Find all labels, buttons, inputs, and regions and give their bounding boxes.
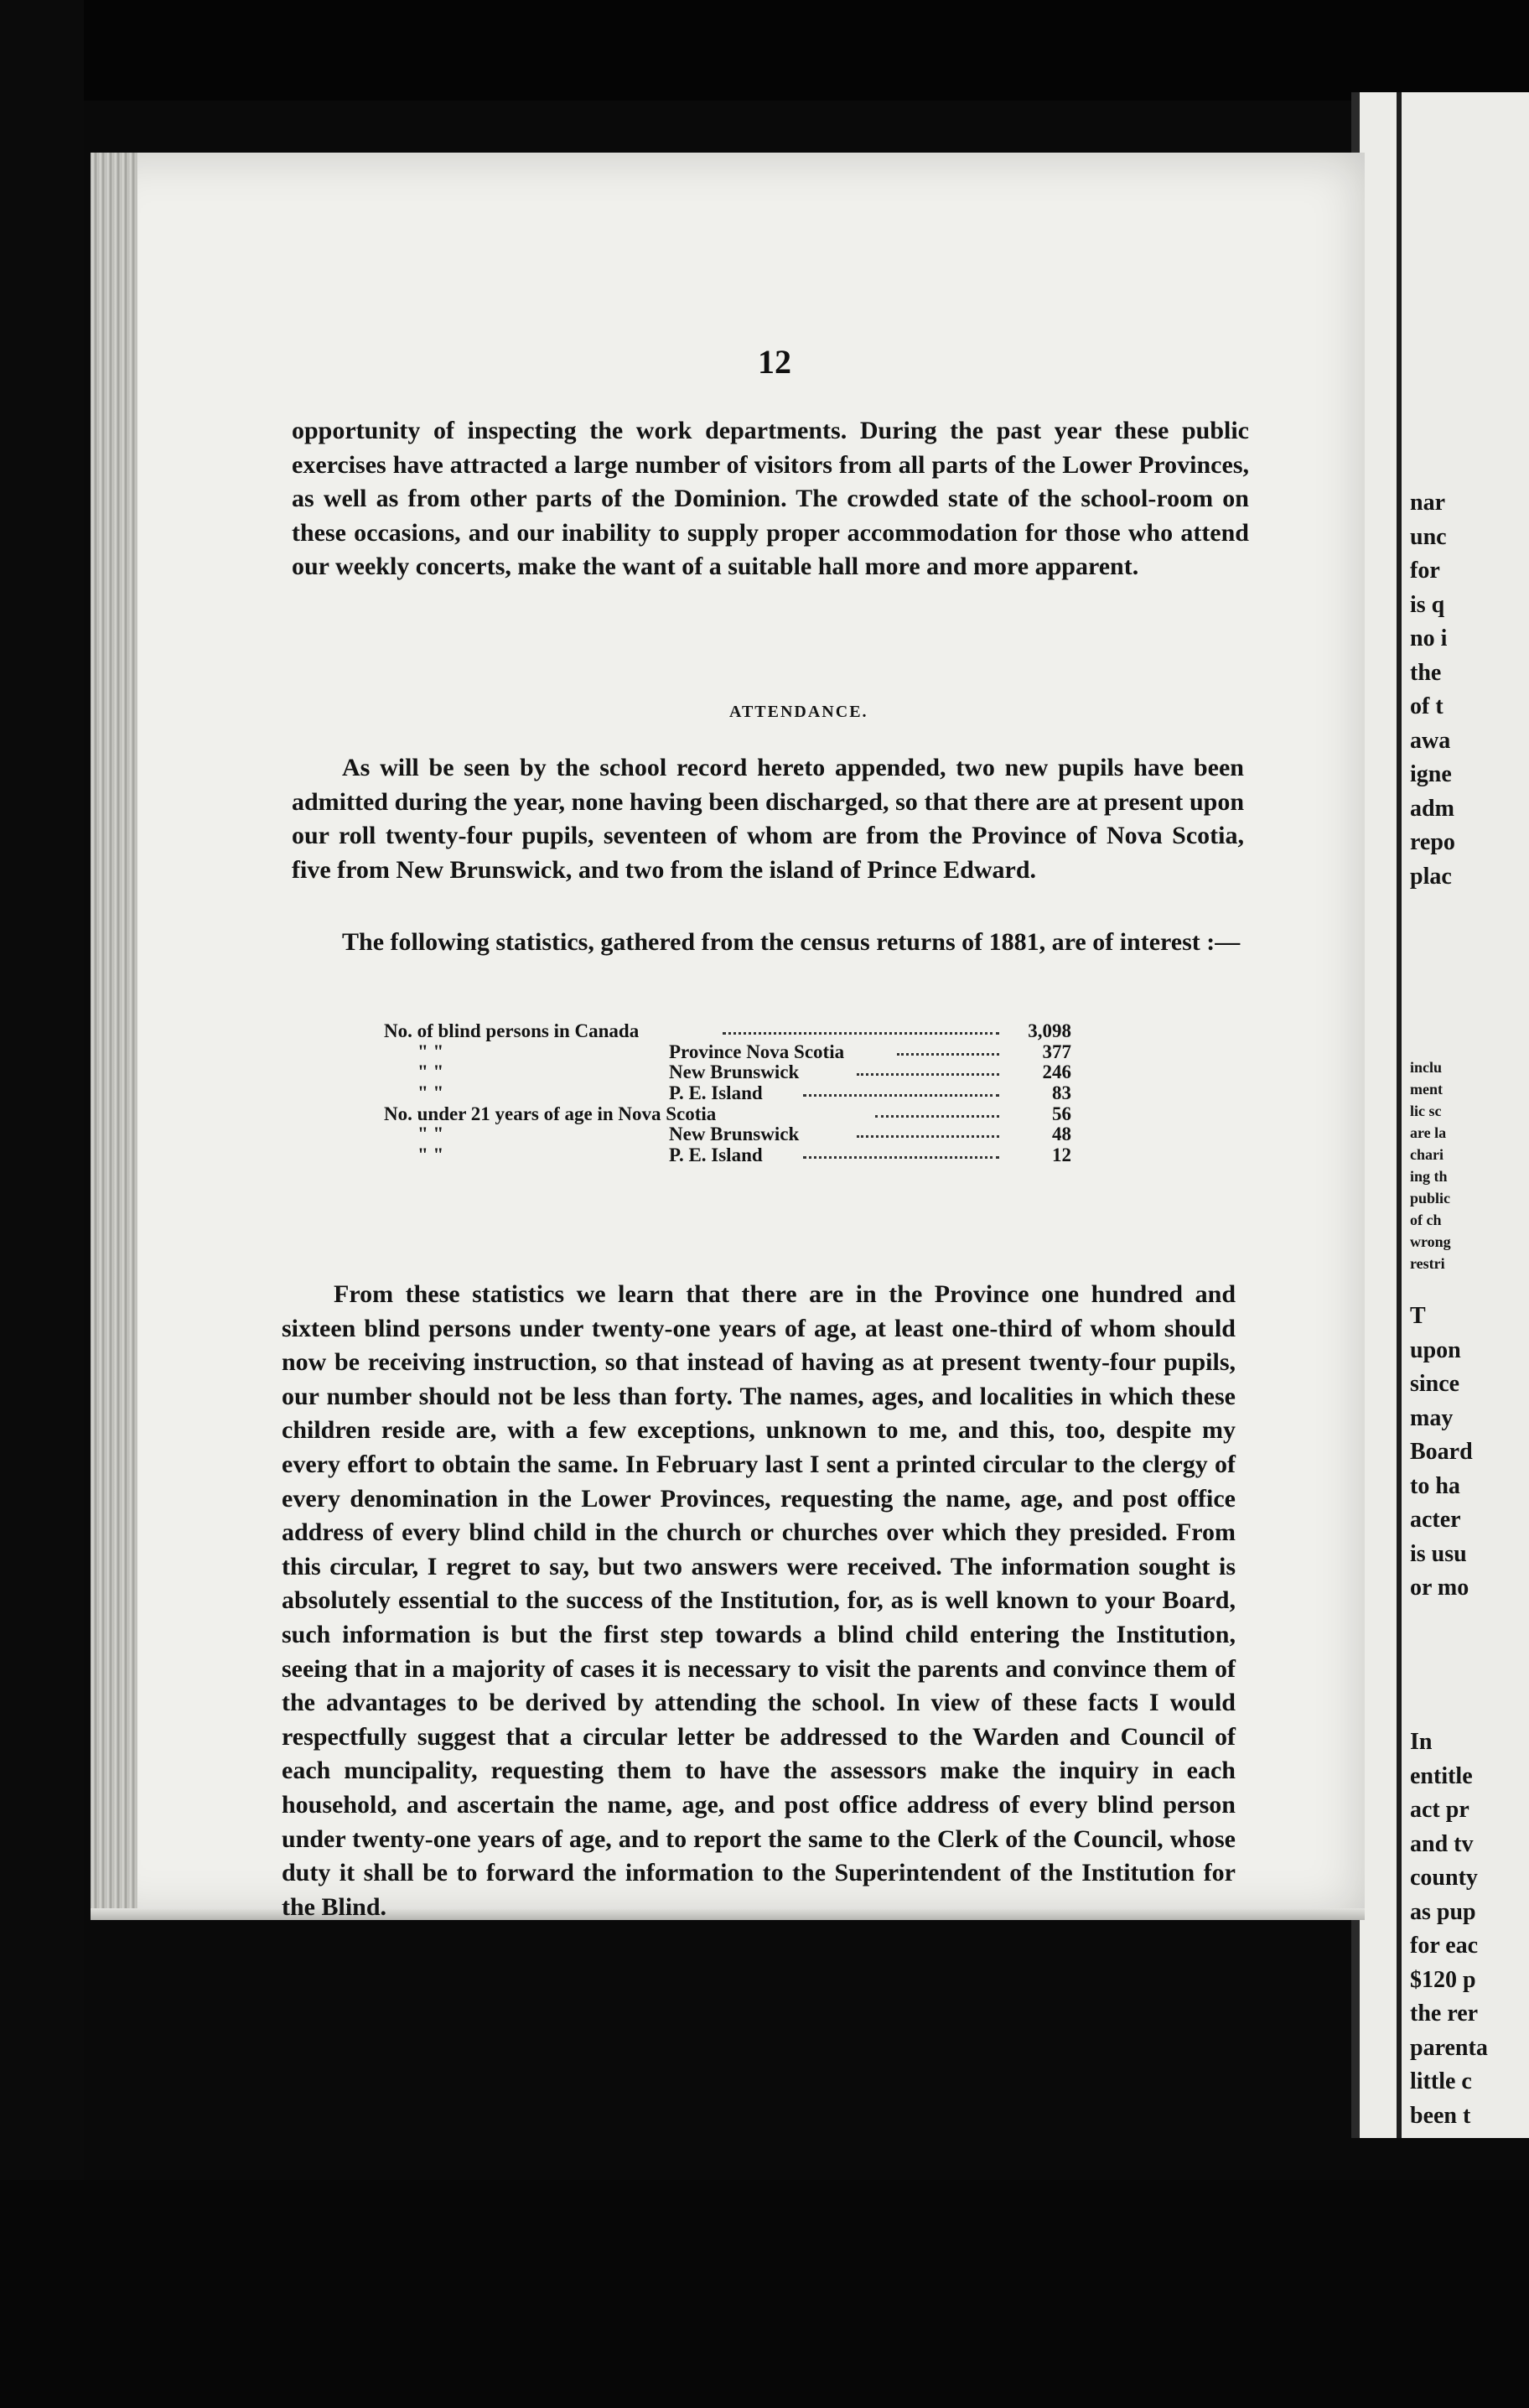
stat-label: New Brunswick	[669, 1124, 800, 1145]
facing-page-line: public	[1410, 1190, 1451, 1207]
facing-page-line: of ch	[1410, 1212, 1442, 1228]
leader-dots	[803, 1094, 999, 1097]
facing-page-line: to ha	[1410, 1472, 1460, 1499]
facing-page-line: for eac	[1410, 1933, 1479, 1959]
paragraph-attendance: As will be seen by the school record hereto appended, two new pupils have been admitted during the year, none having been discharged, so that there are at present upon our roll twenty-four pupils, seventeen of whom are from the Province of Nova Scotia, five from New Brunswick, and two from the island of Prince Edward.	[292, 754, 1244, 884]
facing-page-line: ing th	[1410, 1168, 1448, 1185]
page-number: 12	[758, 343, 791, 381]
leader-dots	[857, 1135, 999, 1138]
facing-page-line: awa	[1410, 727, 1451, 754]
stat-label: No. under 21 years of age in Nova Scotia	[384, 1103, 717, 1124]
stat-row	[384, 1145, 1122, 1166]
ditto-mark: " "	[417, 1041, 444, 1062]
stat-row	[384, 1083, 1122, 1104]
facing-page-line: and tv	[1410, 1830, 1474, 1857]
stat-row	[384, 1062, 1122, 1083]
facing-page-line: ment	[1410, 1081, 1443, 1098]
leader-dots	[875, 1115, 999, 1118]
leader-dots	[857, 1073, 999, 1076]
facing-page-line: inclu	[1410, 1059, 1443, 1076]
stat-value: 12	[1052, 1144, 1071, 1166]
facing-page-line: nar	[1410, 490, 1445, 516]
facing-page-line: wrong	[1410, 1233, 1451, 1250]
scan-border-bottom	[0, 2180, 1529, 2408]
facing-page-line: T	[1410, 1303, 1426, 1329]
stat-label: New Brunswick	[669, 1061, 800, 1083]
census-statistics-table	[384, 1021, 1122, 1166]
scan-border-top	[0, 0, 1529, 101]
facing-page-line: may	[1410, 1404, 1454, 1431]
facing-page-line: the rer	[1410, 2001, 1479, 2027]
facing-page-line: chari	[1410, 1146, 1443, 1163]
leader-dots	[897, 1053, 999, 1056]
stat-label: No. of blind persons in Canada	[384, 1020, 640, 1041]
scan-border-left	[0, 0, 84, 2408]
facing-page-block-2	[1410, 1056, 1529, 1274]
stat-label: P. E. Island	[669, 1082, 763, 1104]
stat-value: 83	[1052, 1082, 1071, 1104]
section-heading-attendance: ATTENDANCE.	[729, 703, 868, 721]
facing-page-line: county	[1410, 1865, 1478, 1891]
facing-page-line: upon	[1410, 1336, 1461, 1363]
stat-value: 48	[1052, 1124, 1071, 1145]
facing-page-line: act pr	[1410, 1797, 1469, 1823]
paragraph-statistics-intro: The following statistics, gathered from the census returns of 1881, are of interest :—	[342, 928, 1241, 956]
facing-page-line: In	[1410, 1729, 1433, 1755]
facing-page-line: acter	[1410, 1507, 1461, 1533]
paragraph-circular-letter: From these statistics we learn that there are in the Province one hundred and sixteen blind persons under twenty-one years of age, at least one-third of whom should now be receiving instruction, so that instead of having as at present twenty-four pupils, our number should not be less than forty. The names, ages, and localities in which these children reside are, with a few exceptions, unknown to me, and this, too, despite my every effort to obtain the same. In February last I sent a printed circular to the clergy of every denomination in the Lower Provinces, requesting the name, age, and post office address of every blind child in the church or churches over which they presided. From this circular, I regret to say, but two answers were received. The information sought is absolutely essential to the success of the Institution, for, as is well known to your Board, such information is but the first step towards a blind child entering the Institution, seeing that in a majority of cases it is necessary to visit the parents and convince them of the advantages to be derived by attending the school. In view of these facts I would respectfully suggest that a circular letter be addressed to the Warden and Council of each muncipality, requesting them to have the assessors make the inquiry in each household, and ascertain the name, age, and post office address of every blind person under twenty-one years of age, and to report the same to the Clerk of the Council, whose duty it shall be to forward the information to the Superintendent of the Institution for the Blind.	[282, 1280, 1236, 1921]
stat-label: Province Nova Scotia	[669, 1041, 845, 1062]
stat-value: 56	[1052, 1103, 1071, 1124]
facing-page-line: restri	[1410, 1255, 1445, 1272]
leader-dots	[723, 1032, 999, 1035]
page-binding-edge	[91, 153, 137, 1920]
leader-dots	[803, 1156, 999, 1159]
stat-value: 3,098	[1028, 1020, 1071, 1041]
facing-page-line: $120 p	[1410, 1966, 1476, 1993]
facing-page-line: the	[1410, 659, 1442, 686]
ditto-mark: " "	[417, 1124, 444, 1145]
stat-row	[384, 1042, 1122, 1063]
stat-row	[384, 1021, 1122, 1042]
facing-page-line: igne	[1410, 761, 1452, 787]
facing-page-line: been t	[1410, 2102, 1471, 2129]
paragraph-work-departments: opportunity of inspecting the work departments. During the past year these public exercises have attracted a large number of visitors from all parts of the Lower Provinces, as well as from other parts of the Dominion. The crowded state of the school-room on these occasions, and our inability to supply proper accommodation for those who attend our weekly concerts, make the want of a suitable hall more and more apparent.	[292, 417, 1249, 581]
facing-page-line: for	[1410, 558, 1440, 584]
stat-label: P. E. Island	[669, 1144, 763, 1166]
facing-page-line: as pup	[1410, 1898, 1476, 1925]
ditto-mark: " "	[417, 1144, 444, 1166]
stat-value: 246	[1042, 1061, 1071, 1083]
facing-page-line: entitle	[1410, 1762, 1473, 1789]
facing-page-block-3	[1410, 1300, 1529, 1606]
facing-page-line: plac	[1410, 863, 1452, 890]
facing-page-line: is q	[1410, 591, 1445, 618]
facing-page	[1351, 92, 1529, 2138]
facing-page-line: of t	[1410, 693, 1443, 719]
stat-value: 377	[1042, 1041, 1071, 1062]
facing-page-line: no i	[1410, 625, 1448, 651]
facing-page-line: Board	[1410, 1439, 1473, 1465]
facing-page-line: is usu	[1410, 1540, 1467, 1567]
facing-page-line: are la	[1410, 1124, 1447, 1141]
facing-page-line: or mo	[1410, 1575, 1469, 1601]
stat-row	[384, 1124, 1122, 1145]
facing-page-line: adm	[1410, 795, 1454, 822]
facing-page-line: unc	[1410, 523, 1447, 550]
facing-page-gutter	[1397, 92, 1402, 2138]
facing-page-block-1	[1410, 486, 1529, 894]
facing-page-line: little c	[1410, 2068, 1472, 2094]
facing-page-line: since	[1410, 1371, 1460, 1397]
ditto-mark: " "	[417, 1082, 444, 1104]
facing-page-line: lic sc	[1410, 1103, 1442, 1119]
stat-row	[384, 1104, 1122, 1125]
ditto-mark: " "	[417, 1061, 444, 1083]
facing-page-block-4	[1410, 1726, 1529, 2133]
facing-page-line: parenta	[1410, 2034, 1488, 2061]
facing-page-line: repo	[1410, 829, 1455, 855]
